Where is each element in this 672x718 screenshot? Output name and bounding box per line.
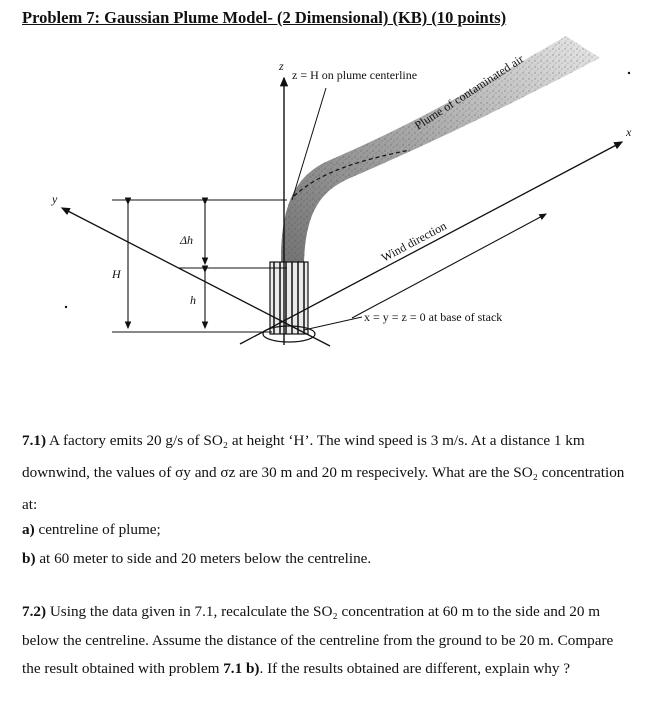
q72-line3: the result obtained with problem 7.1 b). If the results obtained are different, explain why ?: [22, 660, 571, 677]
wind-label: Wind direction: [378, 218, 449, 265]
z-axis-label: z: [279, 59, 284, 73]
q71-part-b: b) at 60 meter to side and 20 meters below the centreline.: [22, 550, 372, 567]
problem-title: Problem 7: Gaussian Plume Model- (2 Dimensional) (KB) (10 points): [22, 8, 507, 27]
centerline-label: z = H on plume centerline: [292, 68, 418, 82]
q71-line1: 7.1) A factory emits 20 g/s of SO₂ at height ‘H’. The wind speed is 3 m/s. At a distance 1 km: [22, 432, 585, 449]
wind-arrow: [352, 214, 546, 318]
origin-leader: [304, 317, 362, 330]
y-axis-label: y: [52, 192, 58, 206]
q71-line3: at:: [22, 496, 38, 513]
x-axis-label: x: [626, 125, 632, 139]
q71-part-a: a) centreline of plume;: [22, 521, 161, 538]
q72-line1: 7.2) Using the data given in 7.1, recalculate the SO₂ concentration at 60 m to the side and 20 m: [22, 603, 601, 620]
dh-label: Δh: [180, 233, 194, 247]
origin-label: x = y = z = 0 at base of stack: [364, 310, 503, 324]
H-label: H: [112, 267, 121, 281]
q72-line2: below the centreline. Assume the distance of the centreline from the ground to be 20 m. Compare: [22, 632, 614, 649]
stack: [263, 262, 315, 342]
q71-line2: downwind, the values of σy and σz are 30 m and 20 m respecively. What are the SO₂ concentration: [22, 464, 625, 481]
h-label: h: [190, 293, 196, 307]
plume-label: Plume of contaminated air: [412, 51, 527, 133]
